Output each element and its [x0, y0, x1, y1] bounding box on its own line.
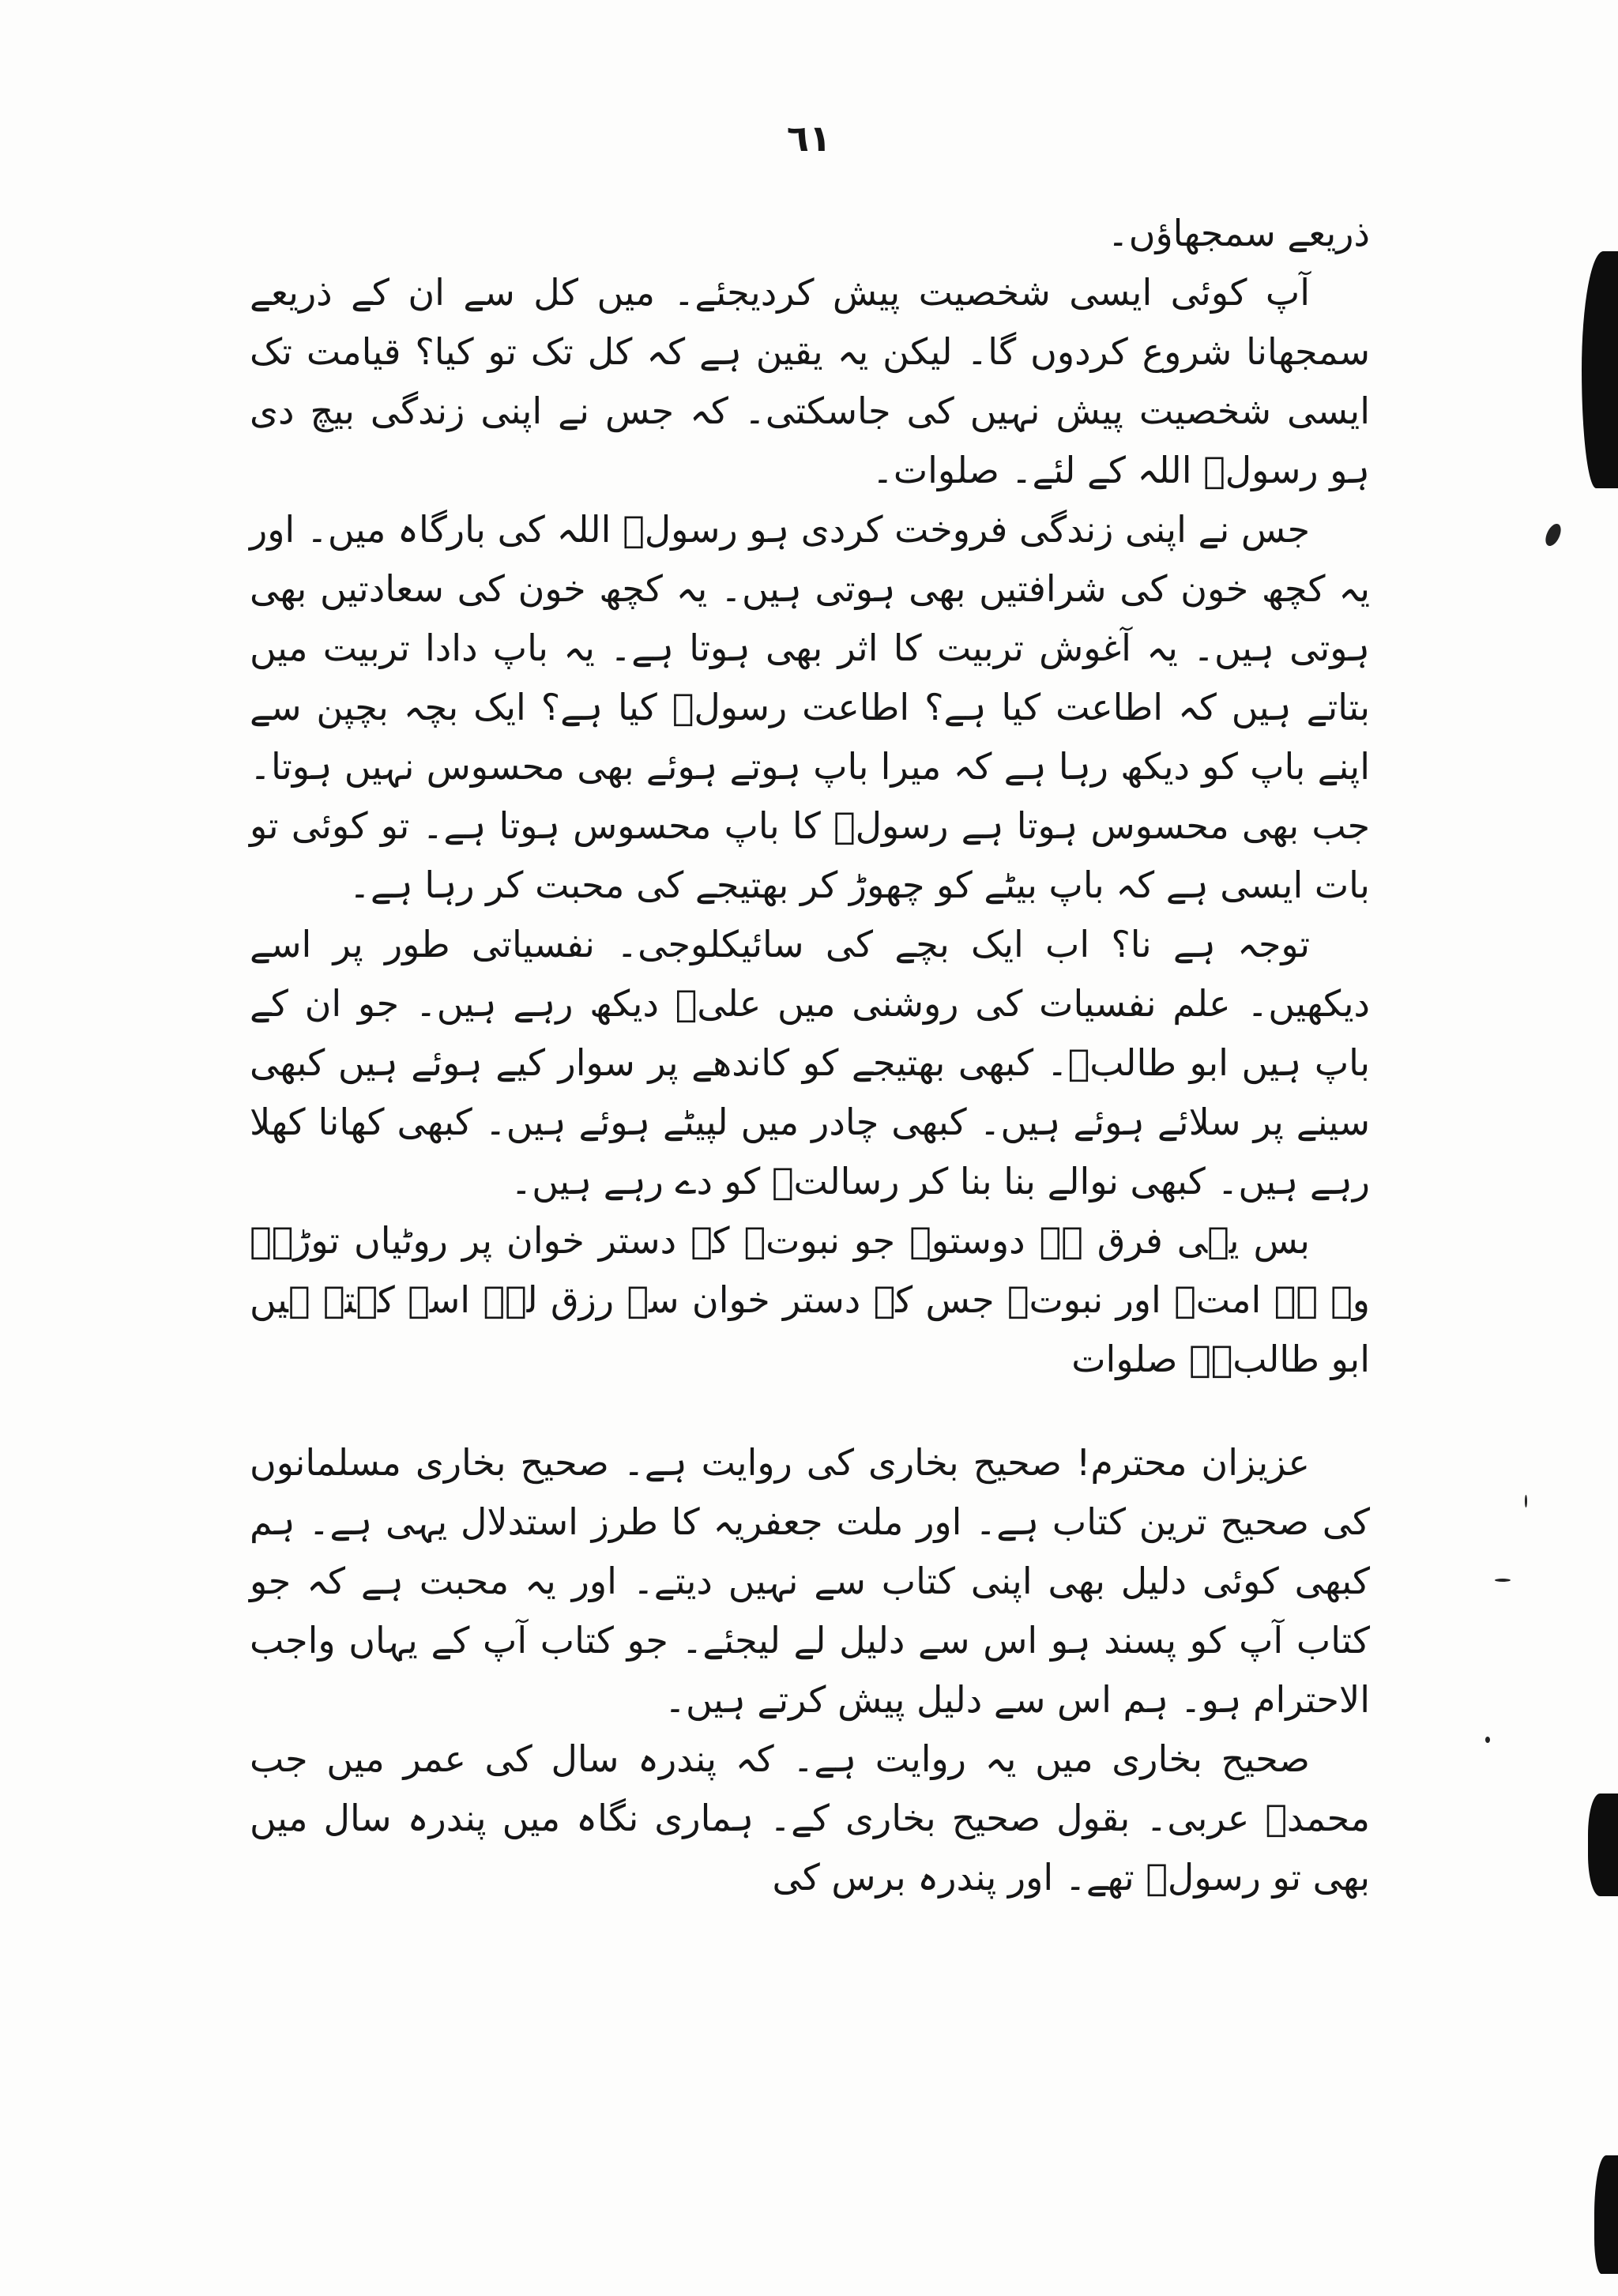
- paragraph: توجہ ہے نا؟ اب ایک بچے کی سائیکلوجی۔ نفسیاتی طور پر اسے دیکھیں۔ علم نفسیات کی روشنی میں علیؑ دیکھ رہے ہیں۔ جو ان کے باپ ہیں ابو طالبؑ۔ کبھی بھتیجے کو کاندھے پر سوار کیے ہوئے ہیں کبھی سینے پر سلائے ہوئے ہیں۔ کبھی چادر میں لپیٹے ہوئے ہیں۔ کبھی کھانا کھلا رہے ہیں۔ کبھی نوالے بنا بنا کر رسالتؐ کو دے رہے ہیں۔: [250, 923, 1370, 1203]
- scan-artifact: [1582, 251, 1618, 488]
- scan-speck: [1542, 521, 1563, 548]
- paragraph: جس نے اپنی زندگی فروخت کردی ہو رسولؐ اللہ کی بارگاہ میں۔ اور یہ کچھ خون کی شرافتیں بھی ہوتی ہیں۔ یہ کچھ خون کی سعادتیں بھی ہوتی ہیں۔ یہ آغوش تربیت کا اثر بھی ہوتا ہے۔ یہ باپ دادا تربیت میں بتاتے ہیں کہ اطاعت کیا ہے؟ اطاعت رسولؐ کیا ہے؟ ایک بچہ بچپن سے اپنے باپ کو دیکھ رہا ہے کہ میرا باپ ہوتے ہوئے بھی محسوس نہیں ہوتا۔ جب بھی محسوس ہوتا ہے رسولؐ کا باپ محسوس ہوتا ہے۔ تو کوئی تو بات ایسی ہے کہ باپ بیٹے کو چھوڑ کر بھتیجے کی محبت کر رہا ہے۔: [250, 508, 1370, 906]
- scan-speck: [1495, 1579, 1511, 1582]
- body-text: [250, 204, 1370, 1907]
- page-number: ٦١: [786, 117, 832, 160]
- scan-artifact: [1594, 2155, 1618, 2274]
- paragraph: آپ کوئی ایسی شخصیت پیش کردیجئے۔ میں کل سے ان کے ذریعے سمجھانا شروع کردوں گا۔ لیکن یہ یقین ہے کہ کل تک تو کیا؟ قیامت تک ایسی شخصیت پیش نہیں کی جاسکتی۔ کہ جس نے اپنی زندگی بیچ دی ہو رسولؐ اللہ کے لئے۔ صلوات۔: [250, 271, 1370, 491]
- paragraph: بس یہی فرق ہے دوستو۔ جو نبوتؐ کے دستر خوان پر روٹیاں توڑے۔ وہ ہے امت۔ اور نبوتؐ جس کے دستر خوان سے رزق لے۔ اسے کہتے ہیں ابو طالبؑ۔ صلوات: [250, 1219, 1370, 1380]
- paragraph: صحیح بخاری میں یہ روایت ہے۔ کہ پندرہ سال کی عمر میں جب محمدؐ عربی۔ بقول صحیح بخاری کے۔ ہماری نگاہ میں پندرہ سال میں بھی تو رسولؐ تھے۔ اور پندرہ برس کی: [250, 1737, 1370, 1899]
- paragraph: عزیزان محترم! صحیح بخاری کی روایت ہے۔ صحیح بخاری مسلمانوں کی صحیح ترین کتاب ہے۔ اور ملت جعفریہ کا طرز استدلال یہی ہے۔ ہم کبھی کوئی دلیل بھی اپنی کتاب سے نہیں دیتے۔ اور یہ محبت ہے کہ جو کتاب آپ کو پسند ہو اس سے دلیل لے لیجئے۔ جو کتاب آپ کے یہاں واجب الاحترام ہو۔ ہم اس سے دلیل پیش کرتے ہیں۔: [250, 1441, 1370, 1721]
- scan-speck: [1525, 1495, 1527, 1507]
- scan-speck: [1485, 1737, 1490, 1743]
- scan-artifact: [1588, 1794, 1618, 1896]
- paragraph: ذریعے سمجھاؤں۔: [1107, 212, 1370, 254]
